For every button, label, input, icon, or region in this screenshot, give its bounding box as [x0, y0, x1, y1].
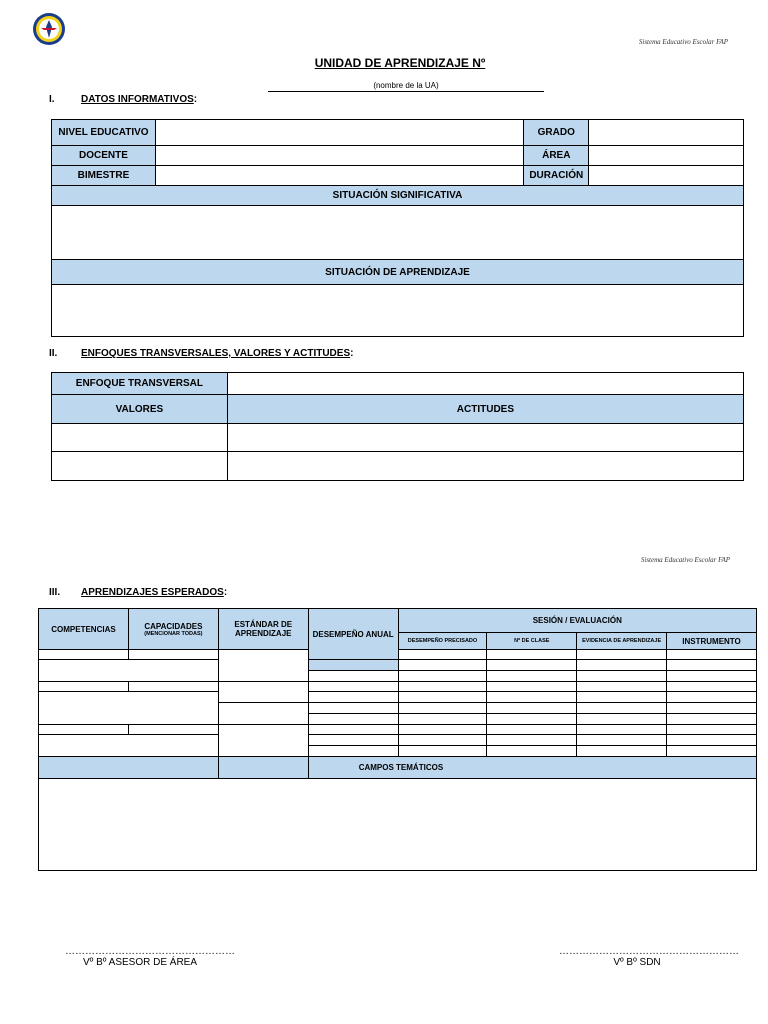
field-enfoque-transversal[interactable] [227, 373, 743, 395]
field-capacidad-1[interactable] [128, 650, 218, 660]
label-competencias: COMPETENCIAS [39, 609, 129, 650]
label-situacion-aprendizaje: SITUACIÓN DE APRENDIZAJE [52, 260, 744, 285]
field-sesion-cell[interactable] [398, 735, 487, 746]
label-docente: DOCENTE [52, 146, 156, 166]
signature-line-left: …………………………………………… [65, 946, 235, 957]
field-nivel-educativo[interactable] [155, 120, 523, 146]
label-duracion: DURACIÓN [524, 166, 589, 186]
field-desempeno-anual-1[interactable] [308, 660, 398, 671]
spacer-cell [39, 703, 219, 714]
field-sesion-cell[interactable] [667, 725, 757, 735]
field-situacion-aprendizaje[interactable] [52, 285, 744, 337]
field-sesion-cell[interactable] [667, 660, 757, 671]
field-sesion-cell[interactable] [487, 682, 577, 692]
label-campos-tematicos: CAMPOS TEMÁTICOS [308, 757, 756, 779]
field-sesion-cell[interactable] [577, 682, 667, 692]
field-sesion-cell[interactable] [667, 671, 757, 682]
label-sesion-evaluacion: SESIÓN / EVALUACIÓN [398, 609, 756, 633]
field-sesion-cell[interactable] [667, 714, 757, 725]
field-desempeno-anual-5[interactable] [308, 703, 398, 714]
field-competencia-2[interactable] [39, 682, 129, 692]
field-sesion-cell[interactable] [398, 650, 487, 660]
field-situacion-significativa[interactable] [52, 206, 744, 260]
field-sesion-cell[interactable] [577, 671, 667, 682]
field-sesion-cell[interactable] [398, 660, 487, 671]
label-enfoque-transversal: ENFOQUE TRANSVERSAL [52, 373, 228, 395]
label-grado: GRADO [524, 120, 589, 146]
field-sesion-cell[interactable] [487, 671, 577, 682]
field-sesion-cell[interactable] [577, 692, 667, 703]
field-area[interactable] [589, 146, 744, 166]
field-competencia-1[interactable] [39, 650, 129, 660]
field-sesion-cell[interactable] [487, 714, 577, 725]
field-grado[interactable] [589, 120, 744, 146]
field-valor-2[interactable] [52, 452, 228, 481]
field-campos-tematicos[interactable] [39, 779, 757, 871]
field-sesion-cell[interactable] [577, 735, 667, 746]
field-desempeno-anual-3[interactable] [308, 682, 398, 692]
ua-name-label: (nombre de la UA) [373, 81, 439, 90]
spacer-cell [39, 735, 219, 746]
field-sesion-cell[interactable] [577, 660, 667, 671]
section-3-heading: III. APRENDIZAJES ESPERADOS: [49, 587, 228, 598]
campos-left-band [39, 757, 219, 779]
spacer-cell [39, 660, 219, 671]
field-desempeno-anual-6[interactable] [308, 714, 398, 725]
signature-label-asesor: Vº Bº ASESOR DE ÁREA [83, 957, 198, 968]
field-capacidad-2[interactable] [128, 682, 218, 692]
label-desempeno-precisado: DESEMPEÑO PRECISADO [398, 633, 487, 650]
field-estandar-2[interactable] [218, 682, 308, 703]
field-sesion-cell[interactable] [487, 735, 577, 746]
field-sesion-cell[interactable] [667, 746, 757, 757]
spacer-cell [39, 746, 219, 757]
label-n-clase: Nº DE CLASE [487, 633, 577, 650]
field-desempeno-anual-2[interactable] [308, 671, 398, 682]
label-bimestre: BIMESTRE [52, 166, 156, 186]
label-capacidades: CAPACIDADES (MENCIONAR TODAS) [128, 609, 218, 650]
datos-informativos-table [51, 119, 744, 337]
field-sesion-cell[interactable] [487, 650, 577, 660]
field-desempeno-anual-7[interactable] [308, 725, 398, 735]
ua-name-line [268, 91, 544, 92]
field-sesion-cell[interactable] [398, 671, 487, 682]
field-desempeno-anual-8[interactable] [308, 735, 398, 746]
field-actitud-2[interactable] [227, 452, 743, 481]
aprendizajes-table [38, 608, 757, 871]
label-nivel-educativo: NIVEL EDUCATIVO [52, 120, 156, 146]
field-sesion-cell[interactable] [487, 746, 577, 757]
field-sesion-cell[interactable] [577, 714, 667, 725]
enfoques-table [51, 372, 744, 481]
section-1-heading: I. DATOS INFORMATIVOS: [49, 94, 198, 105]
field-docente[interactable] [155, 146, 523, 166]
label-valores: VALORES [52, 395, 228, 424]
field-sesion-cell[interactable] [487, 703, 577, 714]
page-title: UNIDAD DE APRENDIZAJE Nº [314, 56, 486, 70]
field-sesion-cell[interactable] [577, 725, 667, 735]
field-capacidad-3[interactable] [128, 725, 218, 735]
field-sesion-cell[interactable] [487, 725, 577, 735]
field-sesion-cell[interactable] [398, 746, 487, 757]
label-situacion-significativa: SITUACIÓN SIGNIFICATIVA [52, 186, 744, 206]
field-sesion-cell[interactable] [667, 735, 757, 746]
label-evidencia: EVIDENCIA DE APRENDIZAJE [577, 633, 667, 650]
school-crest-logo [32, 12, 66, 46]
spacer-cell [39, 714, 219, 725]
field-valor-1[interactable] [52, 424, 228, 452]
label-actitudes: ACTITUDES [227, 395, 743, 424]
field-sesion-cell[interactable] [398, 725, 487, 735]
signature-label-sdn: Vº Bº SDN [613, 957, 661, 968]
system-name-header-page2: Sistema Educativo Escolar FAP [640, 556, 730, 564]
field-actitud-1[interactable] [227, 424, 743, 452]
field-estandar-4[interactable] [218, 725, 308, 757]
field-bimestre[interactable] [155, 166, 523, 186]
field-desempeno-anual-4[interactable] [308, 692, 398, 703]
field-desempeno-anual-9[interactable] [308, 746, 398, 757]
system-name-header: Sistema Educativo Escolar FAP [638, 38, 728, 46]
section-3-title: APRENDIZAJES ESPERADOS [81, 587, 224, 598]
section-2-heading: II. ENFOQUES TRANSVERSALES, VALORES Y ACTITUDES: [49, 348, 354, 359]
section-1-number: I. [49, 94, 55, 105]
field-competencia-3[interactable] [39, 725, 129, 735]
section-2-number: II. [49, 348, 58, 359]
field-sesion-cell[interactable] [667, 703, 757, 714]
label-estandar: ESTÁNDAR DE APRENDIZAJE [218, 609, 308, 650]
section-1-title: DATOS INFORMATIVOS [81, 94, 194, 105]
capacidades-note: (MENCIONAR TODAS) [144, 630, 203, 637]
field-sesion-cell[interactable] [577, 746, 667, 757]
label-desempeno-anual: DESEMPEÑO ANUAL [308, 609, 398, 660]
field-estandar-3[interactable] [218, 703, 308, 725]
label-area: ÁREA [524, 146, 589, 166]
field-sesion-cell[interactable] [667, 650, 757, 660]
section-2-title: ENFOQUES TRANSVERSALES, VALORES Y ACTITUDES [81, 348, 351, 359]
campos-mid-band [218, 757, 308, 779]
field-sesion-cell[interactable] [398, 714, 487, 725]
spacer-cell [39, 692, 219, 703]
signature-line-right: ……………………………………………… [559, 946, 739, 957]
field-sesion-cell[interactable] [667, 692, 757, 703]
field-duracion[interactable] [589, 166, 744, 186]
field-sesion-cell[interactable] [667, 682, 757, 692]
field-sesion-cell[interactable] [487, 660, 577, 671]
field-sesion-cell[interactable] [398, 703, 487, 714]
field-estandar-1[interactable] [218, 650, 308, 682]
spacer-cell [39, 671, 219, 682]
section-3-number: III. [49, 587, 61, 598]
label-instrumento: INSTRUMENTO [667, 633, 757, 650]
field-sesion-cell[interactable] [487, 692, 577, 703]
field-sesion-cell[interactable] [577, 703, 667, 714]
field-sesion-cell[interactable] [398, 692, 487, 703]
field-sesion-cell[interactable] [398, 682, 487, 692]
field-sesion-cell[interactable] [577, 650, 667, 660]
